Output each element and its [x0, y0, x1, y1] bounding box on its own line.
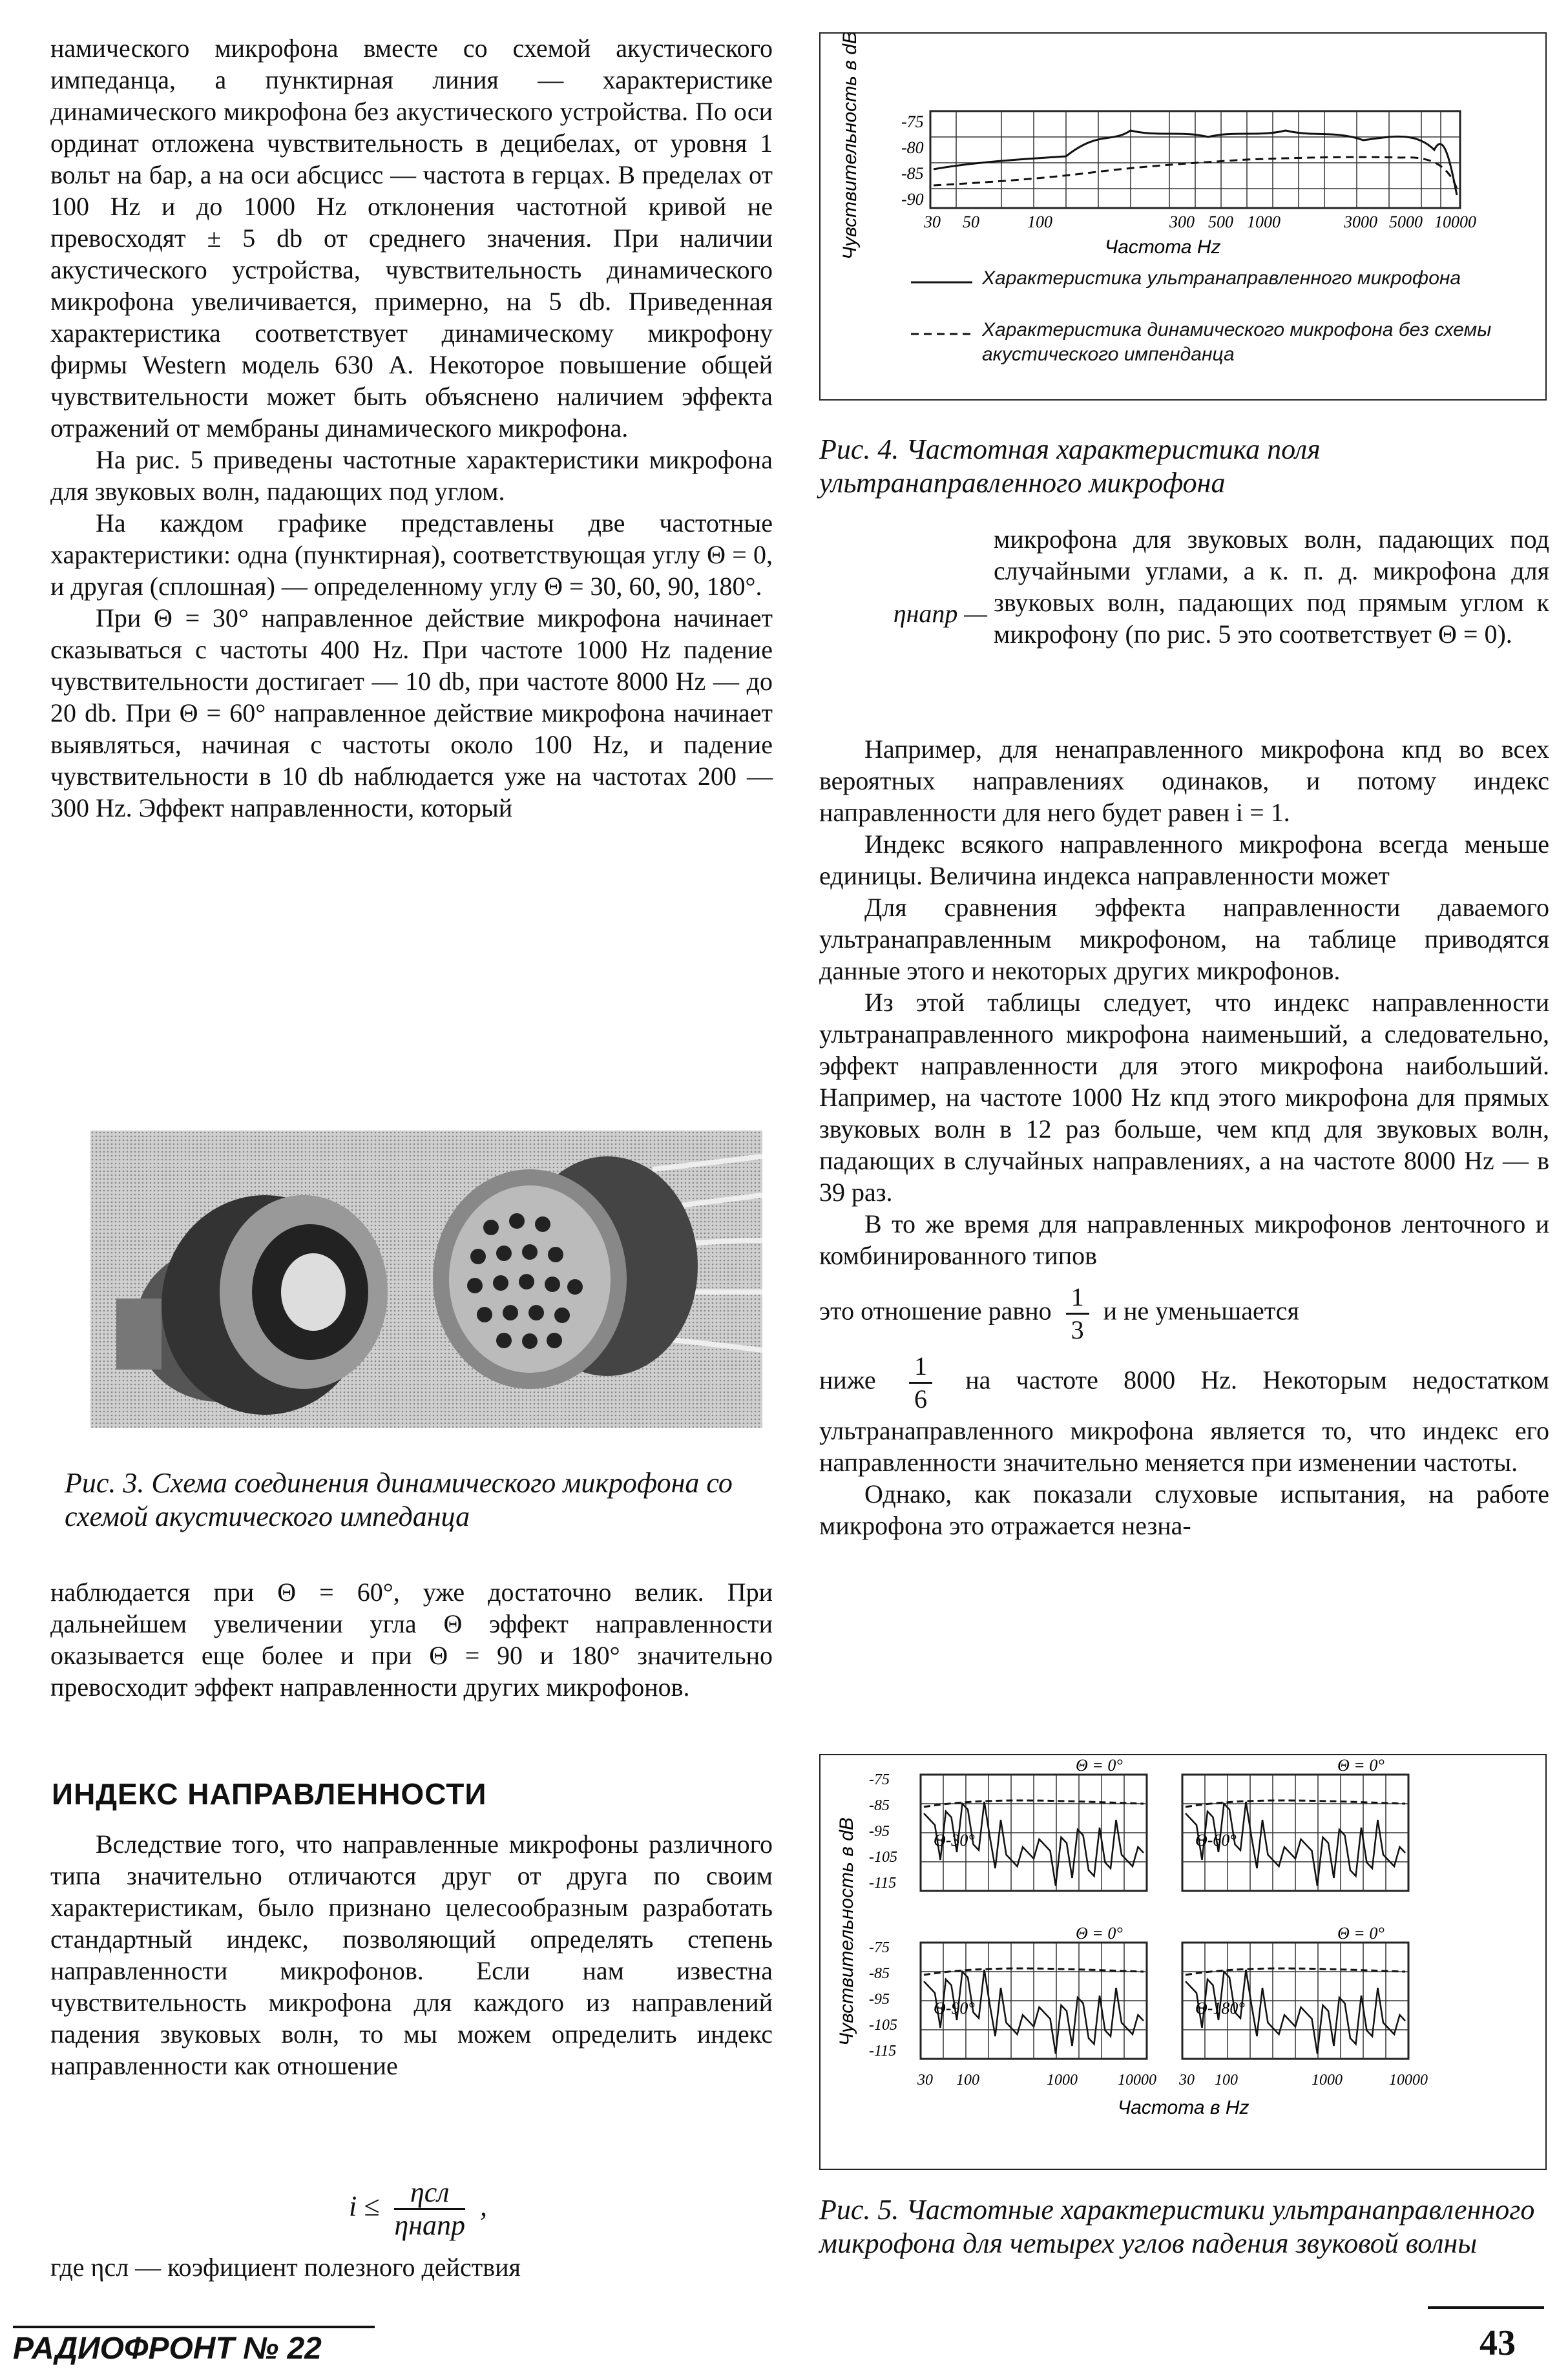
fig5-ytick: -75 [869, 1771, 890, 1788]
fig4-ytick: -75 [901, 112, 924, 131]
paragraph: Индекс всякого направленного микрофона всегда меньше единицы. Величина индекса направленности может [819, 829, 1549, 890]
figure-5 [819, 1754, 1547, 2170]
fig5-panel [1182, 1756, 1408, 1891]
fig5-xtick: 30 [917, 2072, 933, 2089]
formula-fraction [394, 2177, 465, 2241]
fig5-ref-label: Θ = 0° [1076, 1756, 1123, 1775]
fig5-panel-label: Θ-30° [934, 1831, 975, 1850]
fig4-ytick: -80 [901, 138, 924, 157]
fig5-panel-label: Θ-90° [934, 1999, 975, 2018]
fig4-xtick: 500 [1208, 213, 1233, 231]
paragraph: Для сравнения эффекта направленности даваемого ультранаправленным микрофоном, на таблице приводятся данные этого и некоторых других микрофонов. [819, 893, 1549, 985]
figure-5-caption: Рис. 5. Частотные характеристики ультранаправленного микрофона для четырех углов падения звуковой волны [819, 2194, 1535, 2259]
fig4-xtick: 3000 [1344, 213, 1377, 231]
fig5-ylabel: Чувствительность в dB [836, 1817, 857, 2046]
fig4-xtick: 100 [1027, 213, 1052, 231]
fig5-ytick: -85 [869, 1797, 890, 1814]
fig4-legend-dashed: Характеристика динамического микрофона без схемы акустического импенданца [982, 319, 1492, 365]
fig5-xlabel: Частота в Hz [1118, 2097, 1249, 2118]
page-number: 43 [1479, 2323, 1516, 2363]
fig4-xtick: 30 [924, 213, 941, 231]
formula-tail: , [480, 2190, 488, 2222]
fig5-ytick: -105 [869, 1849, 897, 1866]
fig5-xtick: 1000 [1047, 2072, 1078, 2089]
paragraph: На каждом графике представлены две частотные характеристики: одна (пунктирная), соответствующая углу Θ = 0, и другая (сплошная) — определенному углу Θ = 30, 60, 90, 180°. [50, 508, 773, 601]
figure-5-chart [821, 1755, 1545, 2169]
fig5-ytick: -85 [869, 1965, 890, 1982]
fig4-xtick: 10000 [1434, 213, 1476, 231]
fig4-xlabel: Частота Hz [1105, 236, 1221, 258]
figure-3-caption: Рис. 3. Схема соединения динамического микрофона со схемой акустического импеданца [65, 1467, 733, 1532]
fig5-xtick: 10000 [1118, 2072, 1156, 2089]
index-formula [349, 2177, 487, 2241]
paragraph: где ηсл — коэфициент полезного действия [50, 2253, 521, 2282]
paragraph: Например, для ненаправленного микрофона кпд во всех вероятных направлениях одинаков, и потому индекс направленности для него будет равен i = 1. [819, 735, 1549, 827]
fig5-xtick: 10000 [1389, 2072, 1428, 2089]
formula-numerator: ηсл [394, 2177, 465, 2210]
fig5-panel [921, 1924, 1147, 2059]
fig4-xticks [923, 213, 1476, 231]
paragraph: В то же время для направленных микрофонов ленточного и комбинированного типов [819, 1209, 1549, 1270]
paragraph: При Θ = 30° направленное действие микрофона начинает сказываться с частоты 400 Hz. При частоте 1000 Hz падение чувствительности достигает — 10 db, при частоте 8000 Hz — до 20 db. При Θ = 60° направленное действие микрофона начинает выявляться, начиная с частоты около 100 Hz, и падение чувствительности в 10 db наблюдается уже на частотах 200 — 300 Hz. Эффект направленности, который [50, 603, 773, 822]
fig5-ref-label: Θ = 0° [1337, 1756, 1385, 1775]
figure-4-caption: Рис. 4. Частотная характеристика поля ультранаправленного микрофона [819, 433, 1321, 499]
paragraph: На рис. 5 приведены частотные характеристики микрофона для звуковых волн, падающих под углом. [50, 445, 773, 506]
fig4-xtick: 5000 [1389, 213, 1423, 231]
figure-3-photo [90, 1131, 762, 1428]
left-column-end [50, 2251, 773, 2283]
fig5-ytick: -95 [869, 1991, 890, 2008]
fig4-plot-area [901, 111, 1460, 209]
fig5-yticks [869, 1771, 897, 2060]
fig5-panel-label: Θ-180° [1195, 1999, 1245, 2018]
fig5-xtick: 30 [1179, 2072, 1195, 2089]
right-column-body [819, 733, 1549, 1541]
fig5-xticks [917, 2072, 1428, 2089]
left-column-top [50, 32, 773, 824]
section-heading: ИНДЕКС НАПРАВЛЕННОСТИ [52, 1777, 487, 1811]
left-column-index [50, 1828, 773, 2081]
definition-text: микрофона для звуковых волн, падающих под случайными углами, а к. п. д. микрофона для звуковых волн, падающих под прямым углом к микрофону (по рис. 5 это соответствует Θ = 0). [994, 525, 1549, 649]
fig5-ref-label: Θ = 0° [1337, 1924, 1385, 1943]
ratio-line-1: это отношение равно $\frac{1}{3}$ и не уменьшается [819, 1282, 1299, 1344]
fig4-xtick: 300 [1169, 213, 1195, 231]
paragraph: Однако, как показали слуховые испытания, на работе микрофона это отражается незна- [819, 1479, 1549, 1540]
fig5-panel [921, 1756, 1147, 1891]
formula-lhs: i ≤ [349, 2190, 380, 2222]
fig4-ylabel: Чувствительность в dB [839, 34, 861, 260]
footer-journal: РАДИОФРОНТ № 22 [13, 2331, 322, 2366]
paragraph: намического микрофона вместе со схемой акустического импеданца, а пунктирная линия — характеристике динамического микрофона без акустического устройства. По оси ординат отложена чувствительность в децибелах, от уровня 1 вольт на бар, а на оси абсцисс — частота в герцах. В пределах от 100 Hz и до 1000 Hz отклонения частотной кривой не превосходят ± 5 db от среднего значения. При наличии акустического устройства, чувствительность динамического микрофона увеличивается, примерно, на 5 db. Приведенная характеристика соответствует динамическому микрофону фирмы Western модель 630 A. Некоторое повышение общей чувствительности может быть объяснено наличием эффекта отражений от мембраны динамического микрофона. [50, 34, 773, 443]
footer-rule [13, 2326, 375, 2328]
formula-denominator: ηнапр [394, 2209, 466, 2241]
fig5-ytick: -95 [869, 1823, 890, 1840]
footer-rule-right [1428, 2306, 1544, 2309]
microphone-photo-icon [90, 1131, 762, 1428]
figure-4-chart [821, 34, 1545, 399]
fig5-panel-label: Θ-60° [1195, 1831, 1237, 1850]
fig5-ytick: -105 [869, 2017, 897, 2034]
left-column-bottom [50, 1576, 773, 1703]
definition-symbol: ηнапр — [893, 599, 987, 628]
fig5-xtick: 100 [956, 2072, 979, 2089]
figure-4 [819, 32, 1547, 401]
fig4-xtick: 1000 [1247, 213, 1281, 231]
fig5-xtick: 100 [1215, 2072, 1238, 2089]
fig4-ytick: -85 [901, 164, 924, 183]
fig5-panel [1182, 1924, 1408, 2059]
paragraph: Вследствие того, что направленные микрофоны различного типа значительно отличаются друг от друга по своим характеристикам, было признано целесообразным разработать стандартный индекс, позволяющий определять степень направленности микрофонов. Если нам известна чувствительность микрофона для каждого из направлений падения звуковых волн, то мы можем определить индекс направленности как отношение [50, 1830, 773, 2080]
fig4-xtick: 50 [963, 213, 979, 231]
fig5-ref-label: Θ = 0° [1076, 1924, 1123, 1943]
fig5-xtick: 1000 [1312, 2072, 1343, 2089]
fig5-ytick: -115 [869, 2043, 897, 2060]
ratio-line-2: ниже $\frac{1}{6}$ на частоте 8000 Hz. Некоторым недостатком ультранаправленного микрофона является то, что индекс его направленности значительно меняется при изменении частоты. [819, 1351, 1550, 1477]
fig4-legend-solid: Характеристика ультранаправленного микрофона [982, 267, 1461, 289]
fig4-ytick: -90 [901, 190, 924, 209]
fig5-ytick: -115 [869, 1875, 897, 1892]
paragraph: наблюдается при Θ = 60°, уже достаточно велик. При дальнейшем увеличении угла Θ эффект направленности оказывается еще более и при Θ = 90 и 180° значительно превосходит эффект направленности других микрофонов. [50, 1578, 773, 1702]
paragraph: Из этой таблицы следует, что индекс направленности ультранаправленного микрофона наименьший, а следовательно, эффект направленности для этого микрофона наибольший. Например, на частоте 1000 Hz кпд этого микрофона для прямых звуковых волн в 12 раз больше, чем кпд для звуковых волн, падающих в случайных направлениях, а на частоте 8000 Hz — в 39 раз. [819, 988, 1549, 1207]
fig5-ytick: -75 [869, 1939, 890, 1956]
